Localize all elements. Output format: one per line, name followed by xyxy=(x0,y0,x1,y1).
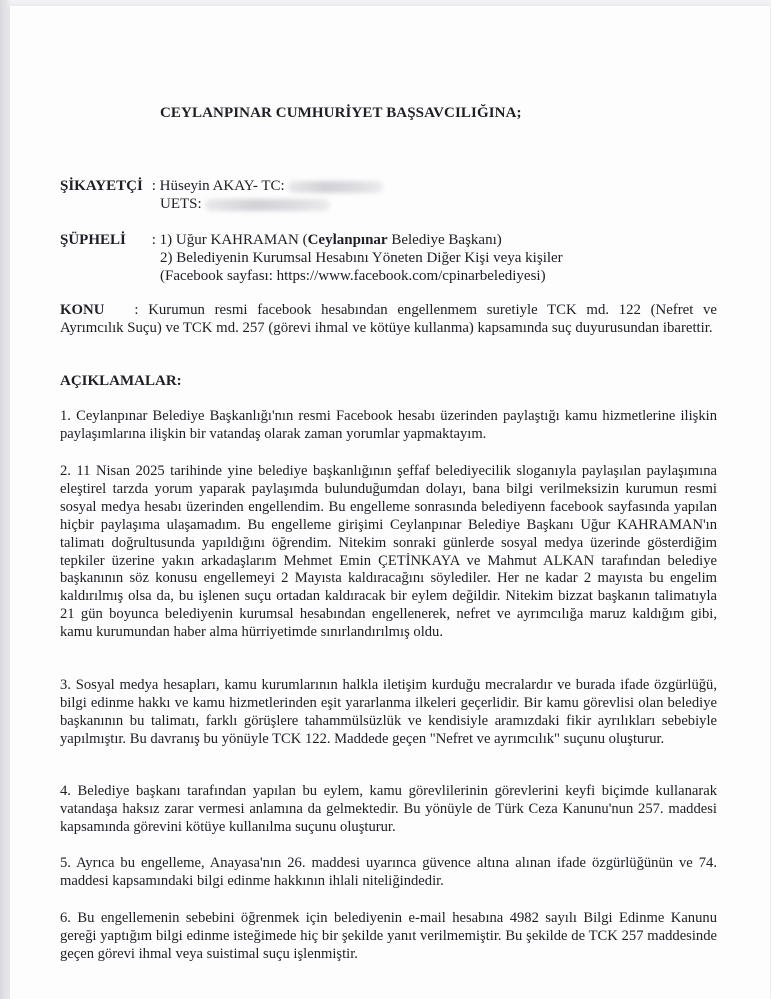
subject-paragraph xyxy=(60,302,717,338)
complainant-name: Hüseyin AKAY- TC: xyxy=(159,178,285,194)
redacted-tc-number xyxy=(288,181,383,193)
complainant-row xyxy=(60,177,383,195)
explanations-heading: AÇIKLAMALAR: xyxy=(60,373,182,389)
suspect-label: ŞÜPHELİ xyxy=(60,232,126,248)
paragraph-5: 5. Ayrıca bu engelleme, Anayasa'nın 26. maddesi uyarınca güvence altına alınan ifade özgürlüğünün ve 74. maddesi kapsamındaki bilgi edinme hakkının ihlali niteliğindedir. xyxy=(60,855,717,889)
suspect-line-1-prefix: 1) Uğur KAHRAMAN ( xyxy=(159,232,308,248)
suspect-line-1-bold: Ceylanpınar xyxy=(307,232,388,248)
paragraph-1: 1. Ceylanpınar Belediye Başkanlığı'nın resmi Facebook hesabı üzerinden paylaştığı kamu hizmetlerine ilişkin paylaşımlarına ilişkin bir vatandaş olarak zaman yorumlar yapmaktayım. xyxy=(60,408,717,442)
paragraph-3: 3. Sosyal medya hesapları, kamu kurumlarının halkla iletişim kurduğu mecralardır ve burada ifade özgürlüğü, bilgi edinme hakkı ve kamu hizmetlerinden eşit yararlanma ilkeleri geçerlidir. Bir kamu görevlisi olan belediye başkanının bu talimatı, farklı görüşlere tahammülsüzlük ve kendisiyle aramızdaki fikir ayrılıkları sebebiyle yapılmıştır. Bu davranış bu yönüyle TCK 122. Maddede geçen "Nefret ve ayrımcılık" suçunu oluşturur. xyxy=(60,677,717,747)
complainant-label: ŞİKAYETÇİ xyxy=(60,178,143,194)
suspect-line-1-rest: Belediye Başkanı) xyxy=(387,232,502,248)
suspect-separator: : xyxy=(151,232,156,248)
complainant-separator: : xyxy=(151,178,156,194)
uets-row xyxy=(160,195,330,213)
suspect-line-2: 2) Belediyenin Kurumsal Hesabını Yöneten Diğer Kişi veya kişiler xyxy=(160,250,563,266)
redacted-uets-address xyxy=(205,199,330,211)
document-title: CEYLANPINAR CUMHURİYET BAŞSAVCILIĞINA; xyxy=(160,105,522,121)
subject-text: : Kurumun resmi facebook hesabından engellenmem suretiyle TCK md. 122 (Nefret ve Ayrımcılık Suçu) ve TCK md. 257 (görevi ihmal ve kötüye kullanma) kapsamında suç duyurusundan ibarettir. xyxy=(60,302,717,336)
paragraph-4: 4. Belediye başkanı tarafından yapılan bu eylem, kamu görevlilerinin görevlerini keyfi biçimde kullanarak vatandaşa haksız zarar vermesi anlamına da gelmektedir. Bu yönüyle de Türk Ceza Kanunu'nun 257. maddesi kapsamında görevini kötüye kullanılma suçunu oluşturur. xyxy=(60,783,717,835)
subject-label: KONU xyxy=(60,302,105,318)
suspect-row xyxy=(60,231,502,249)
paragraph-2: 2. 11 Nisan 2025 tarihinde yine belediye başkanlığının şeffaf belediyecilik sloganıyla paylaşılan paylaşımına eleştirel tarzda yorum yaparak paylaşımda bulunduğumdan dolayı, bana bilgi verilmeksizin kurumun resmi sosyal medya hesabı üzerinden engellendim. Bu engelleme sonrasında belediyenn facebook sayfasında yapılan hiçbir paylaşıma ulaşamadım. Bu engelleme girişimi Ceylanpınar Belediye Başkanı Uğur KAHRAMAN'ın talimatı doğrultusunda yapıldığını öğrendim. Nitekim sonraki günlerde sosyal medya üzerinde gösterdiğim tepkiler üzerine yakın arkadaşlarım Mehmet Emin ÇETİNKAYA ve Mahmut ALKAN tarafından belediye başkanının söz konusu engellemeyi 2 Mayısta kaldıracağını söylediler. Her ne kadar 2 mayısta bu engelim kaldırılmış olsa da, bu işlenen suçu ortadan kaldıracak bir eylem değildir. Nitekim bizzat başkanın talimatıyla 21 gün boyunca belediyenin kurumsal hesabından engellenerek, nefret ve ayrımcılığa maruz kaldığım gibi, kamu kurumundan haber alma hürriyetimde sınırlandırılmış oldu. xyxy=(60,463,717,641)
paragraph-6: 6. Bu engellemenin sebebini öğrenmek için belediyenin e-mail hesabına 4982 sayılı Bilgi Edinme Kanunu gereği yaptığım bilgi edinme isteğimede hiç bir şekilde yanıt verilmemiştir. Bu şekilde de TCK 257 maddesinde geçen görevi ihmal veya suistimal suçu işlenmiştir. xyxy=(60,910,717,962)
uets-label: UETS: xyxy=(160,196,202,212)
suspect-line-3: (Facebook sayfası: https://www.facebook.com/cpinarbelediyesi) xyxy=(160,268,546,284)
